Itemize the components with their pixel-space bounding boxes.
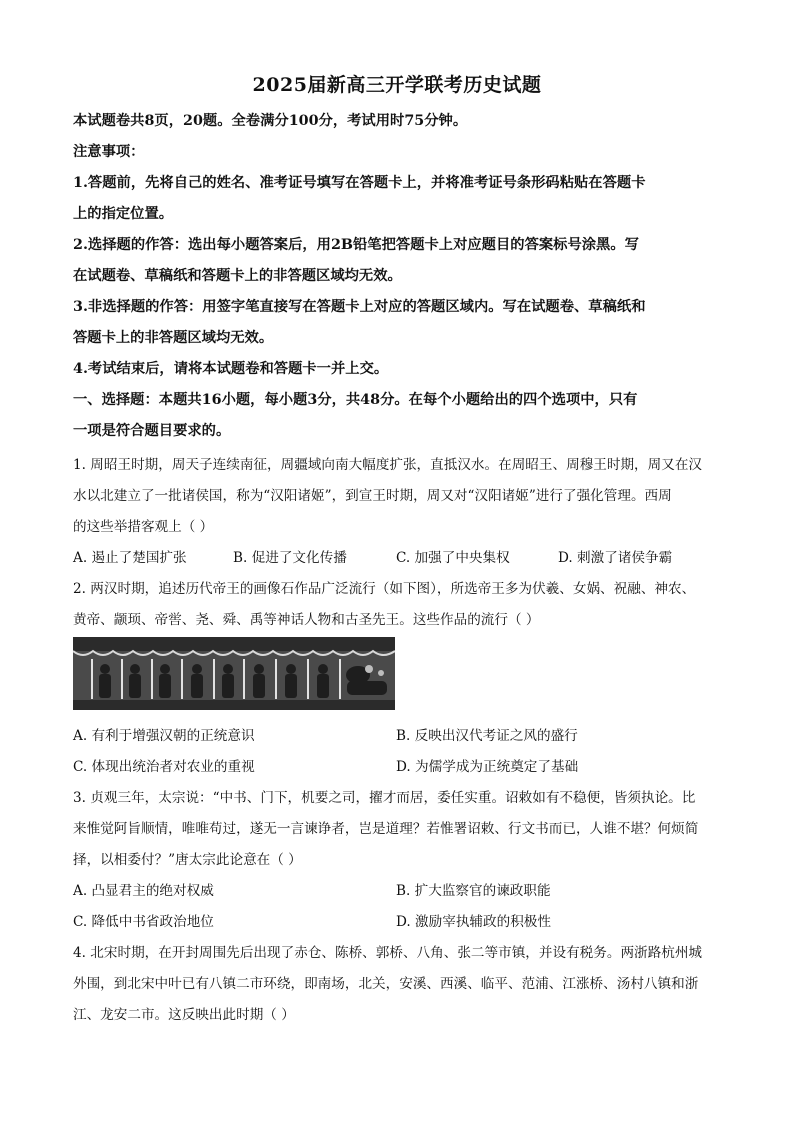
question-2-option-b: B. 反映出汉代考证之风的盛行 xyxy=(396,728,578,744)
note-2-line-1: 2.选择题的作答：选出每小题答案后，用2B铅笔把答题卡上对应题目的答案标号涂黑。写 xyxy=(73,237,639,253)
han-stone-relief-image xyxy=(73,637,395,710)
note-2-line-2: 在试题卷、草稿纸和答题卡上的非答题区域均无效。 xyxy=(73,268,402,284)
question-3-stem-line-2: 来惟觉阿旨顺情，唯唯苟过，遂无一言谏诤者，岂是道理？若惟署诏敕、行文书而已，人谁不堪？何烦简 xyxy=(73,821,699,837)
note-4: 4.考试结束后，请将本试题卷和答题卡一并上交。 xyxy=(73,361,389,377)
note-3-line-1: 3.非选择题的作答：用签字笔直接写在答题卡上对应的答题区域内。写在试题卷、草稿纸和 xyxy=(73,299,646,315)
question-3-option-b: B. 扩大监察官的谏政职能 xyxy=(396,883,551,899)
question-2-option-d: D. 为儒学成为正统奠定了基础 xyxy=(396,759,579,775)
question-4-stem-line-3: 江、龙安二市。这反映出此时期（ ） xyxy=(73,1007,295,1023)
exam-info-line: 本试题卷共8页，20题。全卷满分100分，考试用时75分钟。 xyxy=(73,113,468,129)
question-4-stem-line-1: 4. 北宋时期，在开封周围先后出现了赤仓、陈桥、郭桥、八角、张二等市镇，并设有税务。两浙路杭州城 xyxy=(73,945,703,961)
question-1-option-b: B. 促进了文化传播 xyxy=(233,550,347,566)
question-1-stem-line-1: 1. 周昭王时期，周天子连续南征，周疆域向南大幅度扩张，直抵汉水。在周昭王、周穆王时期，周又在汉 xyxy=(73,457,703,473)
question-1-option-a: A. 遏止了楚国扩张 xyxy=(73,550,187,566)
question-2-option-c: C. 体现出统治者对农业的重视 xyxy=(73,759,255,775)
note-3-line-2: 答题卡上的非答题区域均无效。 xyxy=(73,330,274,346)
question-3-option-c: C. 降低中书省政治地位 xyxy=(73,914,214,930)
note-1-line-2: 上的指定位置。 xyxy=(73,206,174,222)
question-3-option-d: D. 激励宰执辅政的积极性 xyxy=(396,914,551,930)
question-2-stem-line-2: 黄帝、颛顼、帝喾、尧、舜、禹等神话人物和古圣先王。这些作品的流行（ ） xyxy=(73,612,540,628)
question-2-option-a: A. 有利于增强汉朝的正统意识 xyxy=(73,728,255,744)
question-3-option-a: A. 凸显君主的绝对权威 xyxy=(73,883,214,899)
question-2-stem-line-1: 2. 两汉时期，追述历代帝王的画像石作品广泛流行（如下图），所选帝王多为伏羲、女娲、祝融、神农、 xyxy=(73,581,696,597)
note-1-line-1: 1.答题前，先将自己的姓名、准考证号填写在答题卡上，并将准考证号条形码粘贴在答题卡 xyxy=(73,175,646,191)
question-3-stem-line-3: 择，以相委付？”唐太宗此论意在（ ） xyxy=(73,852,302,868)
question-4-stem-line-2: 外围，到北宋中叶已有八镇二市环绕，即南场，北关，安溪、西溪、临平、范浦、江涨桥、汤村八镇和浙 xyxy=(73,976,699,992)
question-1-option-d: D. 刺激了诸侯争霸 xyxy=(558,550,673,566)
question-1-option-c: C. 加强了中央集权 xyxy=(396,550,510,566)
question-3-stem-line-1: 3. 贞观三年，太宗说：“中书、门下，机要之司，擢才而居，委任实重。诏敕如有不稳便，皆须执论。比 xyxy=(73,790,696,806)
page-title: 2025届新高三开学联考历史试题 xyxy=(252,74,542,96)
question-1-stem-line-2: 水以北建立了一批诸侯国，称为“汉阳诸姬”，到宣王时期，周又对“汉阳诸姬”进行了强化管理。西周 xyxy=(73,488,672,504)
section-1-heading-line-2: 一项是符合题目要求的。 xyxy=(73,423,231,439)
notes-heading: 注意事项： xyxy=(73,144,145,160)
section-1-heading-line-1: 一、选择题：本题共16小题，每小题3分，共48分。在每个小题给出的四个选项中，只有 xyxy=(73,392,638,408)
question-1-stem-line-3: 的这些举措客观上（ ） xyxy=(73,519,214,535)
